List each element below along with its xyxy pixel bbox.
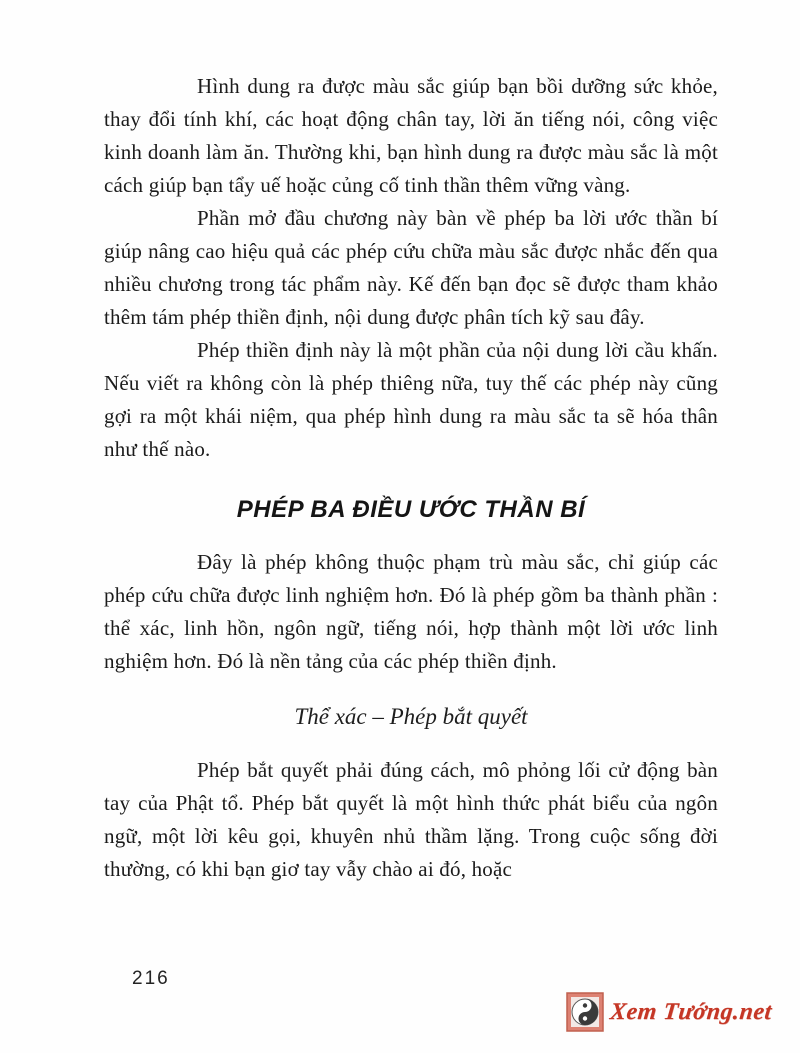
paragraph-3: Phép thiền định này là một phần của nội dung lời cầu khấn. Nếu viết ra không còn là phép thiêng nữa, tuy thế các phép này cũng gợi ra một khái niệm, qua phép hình dung ra màu sắc ta sẽ hóa thân như thế nào. bbox=[104, 338, 718, 461]
paragraph-5: Phép bắt quyết phải đúng cách, mô phỏng lối cử động bàn tay của Phật tổ. Phép bắt quyết là một hình thức phát biểu của ngôn ngữ, một lời kêu gọi, khuyên nhủ thầm lặng. Trong cuộc sống đời thường, có khi bạn giơ tay vẫy chào ai đó, hoặc bbox=[104, 758, 718, 881]
watermark-link[interactable] bbox=[566, 992, 772, 1032]
paragraph-2: Phần mở đầu chương này bàn về phép ba lời ước thần bí giúp nâng cao hiệu quả các phép cứu chữa màu sắc được nhắc đến qua nhiều chương trong tác phẩm này. Kế đến bạn đọc sẽ được tham khảo thêm tám phép thiền định, nội dung được phân tích kỹ sau đây. bbox=[104, 206, 718, 329]
yin-yang-logo-icon bbox=[566, 992, 604, 1032]
watermark-text: Xem Tướng.net bbox=[608, 998, 774, 1025]
sub-heading: Thể xác – Phép bắt quyết bbox=[294, 704, 528, 729]
page-number: 216 bbox=[132, 968, 170, 989]
paragraph-1: Hình dung ra được màu sắc giúp bạn bồi dưỡng sức khỏe, thay đổi tính khí, các hoạt động chân tay, lời ăn tiếng nói, công việc kinh doanh làm ăn. Thường khi, bạn hình dung ra được màu sắc là một cách giúp bạn tẩy uế hoặc củng cố tinh thần thêm vững vàng. bbox=[104, 74, 718, 197]
section-heading: PHÉP BA ĐIỀU ƯỚC THẦN BÍ bbox=[236, 496, 586, 523]
text-block bbox=[104, 70, 718, 886]
paragraph-4: Đây là phép không thuộc phạm trù màu sắc, chỉ giúp các phép cứu chữa được linh nghiệm hơn. Đó là phép gồm ba thành phần : thể xác, linh hồn, ngôn ngữ, tiếng nói, hợp thành một lời ước linh nghiệm hơn. Đó là nền tảng của các phép thiền định. bbox=[104, 550, 718, 673]
